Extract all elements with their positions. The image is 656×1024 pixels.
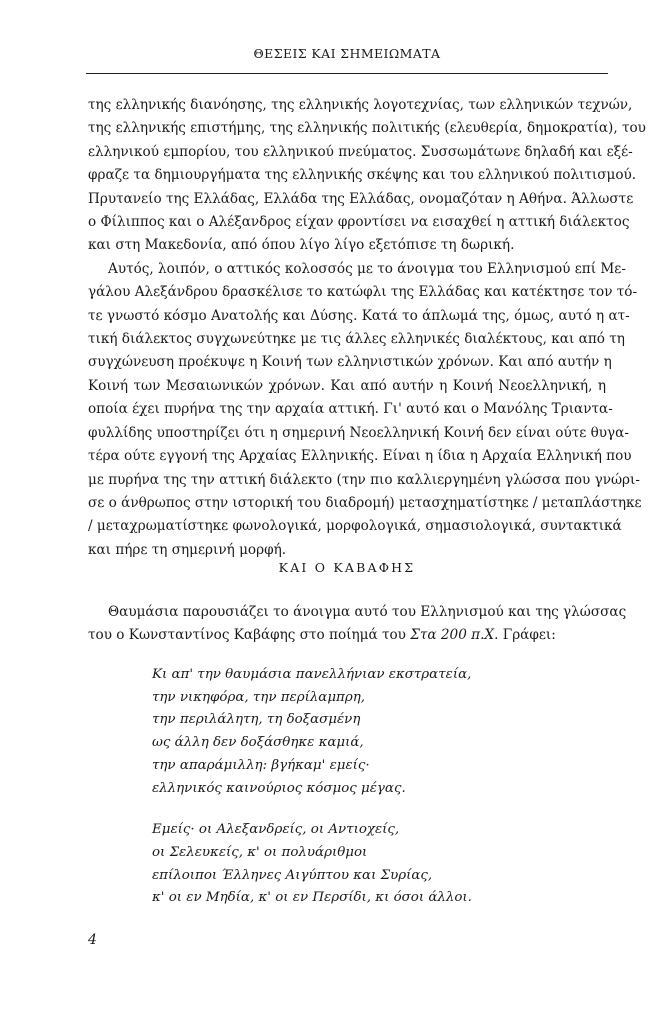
poem: [152, 664, 592, 910]
text-line: φυλλίδης υποστηρίζει ότι η σημερινή Νεοελληνική Κοινή δεν είναι ούτε θυγα-: [88, 424, 629, 441]
text-line: τέρα ούτε εγγονή της Αρχαίας Ελληνικής. Είναι η ίδια η Αρχαία Ελληνική που: [88, 448, 632, 465]
text-line: ελληνικού εμπορίου, του ελληνικού πνεύματος. Συσσωμάτωνε δηλαδή και εξέ-: [88, 143, 633, 160]
intro-line: Θαυμάσια παρουσιάζει το άνοιγμα αυτό του Ελληνισμού και της γλώσσας: [108, 604, 627, 620]
poem-intro: [88, 601, 627, 648]
poem-line: την περιλάλητη, τη δοξασμένη: [152, 712, 361, 728]
stanza-gap: [152, 800, 592, 819]
main-text: [88, 94, 646, 562]
header-rule: [86, 73, 608, 74]
poem-stanza-1: [152, 664, 592, 800]
poem-title: Στα 200 π.Χ.: [410, 627, 499, 644]
text-line: σε ο άνθρωπος στην ιστορική του διαδρομή) μετασχηματίστηκε / μεταπλάστηκε: [88, 494, 642, 511]
poem-line: Κι απ' την θαυμάσια πανελλήνιαν εκστρατεία,: [152, 667, 472, 682]
text-line: φραζε τα δημιουργήματα της ελληνικής σκέψης και του ελληνικού πολιτισμού.: [88, 167, 637, 184]
poem-stanza-2: [152, 819, 592, 910]
poem-line: την απαράμιλλη: βγήκαμ' εμείς·: [152, 757, 370, 773]
text-line: Κοινή των Μεσαιωνικών χρόνων. Και από αυτήν η Κοινή Νεοελληνική, η: [88, 377, 606, 394]
poem-line: ως άλλη δεν δοξάσθηκε καμιά,: [152, 735, 364, 751]
poem-line: ελληνικός καινούριος κόσμος μέγας.: [152, 780, 406, 796]
text-line: τική διάλεκτος συγχωνεύτηκε με τις άλλες ελληνικές διαλέκτους, και από τη: [88, 331, 625, 348]
text-line: τε γνωστό κόσμο Ανατολής και Δύσης. Κατά το άπλωμά της, όμως, αυτό η ατ-: [88, 307, 630, 324]
text-line: της ελληνικής επιστήμης, της ελληνικής πολιτικής (ελευθερία, δημοκρατία), του: [88, 120, 646, 137]
poem-line: κ' οι εν Μηδία, κ' οι εν Περσίδι, κι όσοι άλλοι.: [152, 890, 472, 906]
text-line: οποία έχει πυρήνα της την αρχαία αττική. Γι' αυτό και ο Μανόλης Τριαντα-: [88, 401, 613, 418]
text-line: της ελληνικής διανόησης, της ελληνικής λογοτεχνίας, των ελληνικών τεχνών,: [88, 97, 633, 113]
poem-line: Εμείς· οι Αλεξανδρείς, οι Αντιοχείς,: [152, 822, 400, 838]
text-line: και πήρε τη σημερινή μορφή.: [88, 541, 287, 558]
running-head: ΘΕΣΕΙΣ ΚΑΙ ΣΗΜΕΙΩΜΑΤΑ: [253, 46, 441, 61]
section-title: ΚΑΙ Ο ΚΑΒΑΦΗΣ: [278, 560, 416, 575]
intro-text: Γράφει:: [498, 627, 556, 644]
text-line: / μεταχρωματίστηκε φωνολογικά, μορφολογικά, σημασιολογικά, συντακτικά: [88, 518, 622, 535]
text-line: ο Φίλιππος και ο Αλέξανδρος είχαν φροντίσει να εισαχθεί η αττική διάλεκτος: [88, 214, 630, 231]
page-number: 4: [88, 932, 97, 948]
paragraph-2: [88, 258, 642, 562]
paragraph-1: [88, 94, 646, 258]
text-line: γάλου Αλεξάνδρου δρασκέλισε το κατώφλι της Ελλάδας και κατέκτησε τον τό-: [88, 284, 638, 301]
text-line: Πρυτανείο της Ελλάδας, Ελλάδα της Ελλάδας, ονομαζόταν η Αθήνα. Άλλωστε: [88, 190, 634, 207]
intro-text: του ο Κωνσταντίνος Καβάφης στο ποίημά του: [88, 627, 411, 644]
poem-line: την νικηφόρα, την περίλαμπρη,: [152, 689, 366, 705]
intro-line: [88, 624, 606, 647]
text-line: Αυτός, λοιπόν, ο αττικός κολοσσός με το άνοιγμα του Ελληνισμού επί Με-: [108, 260, 626, 277]
text-line: και στη Μακεδονία, από όπου λίγο λίγο εξετόπισε τη δωρική.: [88, 237, 515, 254]
poem-line: οι Σελευκείς, κ' οι πολυάριθμοι: [152, 844, 368, 860]
poem-line: επίλοιποι Έλληνες Αιγύπτου και Συρίας,: [152, 867, 433, 883]
text-line: συγχώνευση προέκυψε η Κοινή των ελληνιστικών χρόνων. Και από αυτήν η: [88, 354, 612, 371]
text-line: με πυρήνα της την αττική διάλεκτο (την πιο καλλιεργημένη γλώσσα που γνώρι-: [88, 471, 640, 488]
